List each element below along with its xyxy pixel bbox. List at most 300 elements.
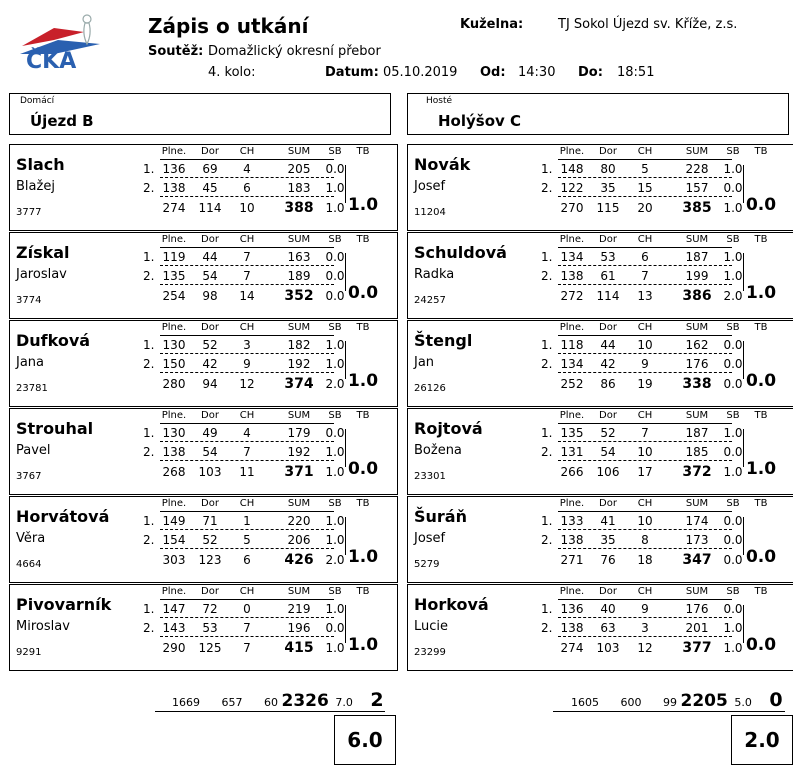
- header-rule: [160, 599, 334, 600]
- guest-total-sb: 5.0: [734, 696, 752, 709]
- col-header-tb: TB: [356, 322, 370, 333]
- row-divider: [160, 441, 334, 442]
- home-team-name: Újezd B: [30, 112, 94, 130]
- guest-cell-r1-plne: 118: [560, 338, 584, 352]
- guest-cell-r1-ch: 9: [641, 602, 649, 616]
- guest-total-ch: 99: [663, 696, 677, 709]
- row-number: 2.: [143, 533, 155, 547]
- row-number: 2.: [541, 445, 553, 459]
- svg-text:ČKA: ČKA: [26, 49, 77, 74]
- soutez-value: Domažlický okresní přebor: [208, 44, 381, 59]
- player-first-name: Radka: [414, 267, 455, 282]
- guest-result: 2.0: [731, 715, 793, 765]
- guest-cell-r1-dor: 52: [600, 426, 616, 440]
- row-number: 1.: [143, 426, 155, 440]
- guest-cell-r2-sb: 0.0: [723, 181, 743, 195]
- col-header-sum: SUM: [685, 586, 709, 597]
- home-cell-r2-ch: 5: [243, 533, 251, 547]
- col-header-ch: CH: [239, 410, 255, 421]
- player-first-name: Josef: [414, 179, 446, 194]
- home-cell-tot-dor: 94: [202, 377, 218, 391]
- row-number: 2.: [541, 621, 553, 635]
- guest-cell-r1-ch: 7: [641, 426, 649, 440]
- home-cell-r2-dor: 42: [202, 357, 218, 371]
- do-value: 18:51: [617, 65, 655, 80]
- row-number: 2.: [143, 445, 155, 459]
- guest-cell-r2-sum: 185: [685, 445, 709, 459]
- guest-cell-r2-ch: 7: [641, 269, 649, 283]
- player-id: 23299: [414, 647, 446, 658]
- player-first-name: Jan: [414, 355, 435, 370]
- row-divider: [558, 353, 732, 354]
- guest-team-box: [407, 93, 789, 135]
- col-header-plne: Plne.: [161, 498, 187, 509]
- col-header-sum: SUM: [287, 498, 311, 509]
- player-tb-points: 1.0: [347, 371, 379, 391]
- guest-role-label: Hosté: [426, 96, 453, 106]
- home-cell-r1-sum: 219: [287, 602, 311, 616]
- header-rule: [160, 247, 334, 248]
- col-header-sum: SUM: [685, 146, 709, 157]
- guest-cell-tot-sum: 386: [682, 288, 712, 304]
- home-cell-r2-sb: 1.0: [325, 357, 345, 371]
- home-team-box: [9, 93, 391, 135]
- col-header-sb: SB: [328, 498, 342, 509]
- row-number: 2.: [541, 181, 553, 195]
- home-cell-r1-dor: 44: [202, 250, 218, 264]
- row-divider: [160, 265, 334, 266]
- col-header-plne: Plne.: [161, 410, 187, 421]
- home-result: 6.0: [334, 715, 396, 765]
- guest-cell-tot-sum: 338: [682, 376, 712, 392]
- col-header-sum: SUM: [287, 322, 311, 333]
- player-first-name: Josef: [414, 531, 446, 546]
- col-header-tb: TB: [754, 234, 768, 245]
- guest-cell-r2-sum: 199: [685, 269, 709, 283]
- home-cell-r1-sum: 205: [287, 162, 311, 176]
- guest-cell-r1-ch: 10: [637, 514, 653, 528]
- guest-player-card: [407, 144, 793, 231]
- home-cell-r1-plne: 130: [162, 338, 186, 352]
- home-player-card: [9, 144, 398, 231]
- guest-cell-r2-ch: 10: [637, 445, 653, 459]
- guest-cell-tot-plne: 266: [560, 465, 584, 479]
- guest-total-plne: 1605: [571, 696, 599, 709]
- home-cell-tot-sum: 371: [284, 464, 314, 480]
- col-header-dor: Dor: [201, 146, 219, 157]
- home-cell-r2-plne: 154: [162, 533, 186, 547]
- guest-cell-tot-dor: 103: [596, 641, 620, 655]
- guest-cell-tot-sb: 2.0: [723, 289, 743, 303]
- home-cell-r2-ch: 7: [243, 445, 251, 459]
- col-header-ch: CH: [637, 322, 653, 333]
- home-cell-tot-ch: 10: [239, 201, 255, 215]
- header-rule: [558, 159, 732, 160]
- guest-player-card: [407, 408, 793, 495]
- row-divider: [558, 265, 732, 266]
- home-cell-r2-ch: 7: [243, 269, 251, 283]
- guest-player-card: [407, 496, 793, 583]
- col-header-plne: Plne.: [161, 146, 187, 157]
- col-header-ch: CH: [239, 146, 255, 157]
- home-cell-r1-plne: 147: [162, 602, 186, 616]
- col-header-sum: SUM: [287, 146, 311, 157]
- home-cell-r1-sb: 1.0: [325, 514, 345, 528]
- guest-cell-tot-plne: 270: [560, 201, 584, 215]
- home-cell-r1-sb: 1.0: [325, 338, 345, 352]
- home-cell-tot-plne: 274: [162, 201, 186, 215]
- player-tb-points: 1.0: [745, 459, 777, 479]
- col-header-sb: SB: [328, 586, 342, 597]
- row-divider: [558, 441, 732, 442]
- player-last-name: Šuráň: [414, 507, 467, 526]
- home-cell-r2-dor: 45: [202, 181, 218, 195]
- col-header-dor: Dor: [201, 410, 219, 421]
- guest-cell-r2-sb: 0.0: [723, 445, 743, 459]
- col-header-dor: Dor: [599, 234, 617, 245]
- row-divider: [160, 548, 334, 549]
- home-cell-r2-dor: 53: [202, 621, 218, 635]
- home-cell-r2-plne: 135: [162, 269, 186, 283]
- col-header-sum: SUM: [287, 410, 311, 421]
- player-tb-points: 1.0: [347, 547, 379, 567]
- guest-cell-r2-plne: 131: [560, 445, 584, 459]
- home-cell-r1-ch: 1: [243, 514, 251, 528]
- row-divider: [160, 177, 334, 178]
- home-cell-tot-plne: 268: [162, 465, 186, 479]
- col-header-sum: SUM: [685, 322, 709, 333]
- col-header-ch: CH: [239, 498, 255, 509]
- home-player-card: [9, 408, 398, 495]
- row-number: 1.: [143, 162, 155, 176]
- col-header-plne: Plne.: [559, 146, 585, 157]
- kuzelna-value: TJ Sokol Újezd sv. Kříže, z.s.: [558, 17, 738, 32]
- guest-cell-tot-sb: 1.0: [723, 201, 743, 215]
- datum-label: Datum:: [325, 65, 379, 80]
- player-last-name: Štengl: [414, 331, 473, 350]
- home-cell-r2-sb: 1.0: [325, 445, 345, 459]
- player-tb-points: 1.0: [347, 635, 379, 655]
- home-cell-r2-ch: 6: [243, 181, 251, 195]
- row-divider: [160, 284, 334, 285]
- guest-cell-tot-dor: 86: [600, 377, 616, 391]
- col-header-sb: SB: [726, 322, 740, 333]
- guest-cell-tot-plne: 271: [560, 553, 584, 567]
- col-header-sb: SB: [328, 410, 342, 421]
- home-total-dor: 657: [221, 696, 243, 709]
- guest-cell-tot-sb: 1.0: [723, 641, 743, 655]
- home-total-tb: 2: [370, 689, 384, 711]
- player-first-name: Jana: [16, 355, 45, 370]
- row-number: 2.: [143, 357, 155, 371]
- home-cell-tot-ch: 7: [243, 641, 251, 655]
- guest-cell-tot-ch: 12: [637, 641, 653, 655]
- guest-cell-tot-plne: 272: [560, 289, 584, 303]
- player-last-name: Získal: [16, 243, 70, 262]
- guest-cell-r1-plne: 148: [560, 162, 584, 176]
- home-cell-r1-sb: 0.0: [325, 426, 345, 440]
- home-cell-r2-sum: 189: [287, 269, 311, 283]
- guest-cell-r2-ch: 15: [637, 181, 653, 195]
- guest-cell-tot-sb: 0.0: [723, 377, 743, 391]
- col-header-sb: SB: [726, 146, 740, 157]
- home-cell-tot-dor: 103: [198, 465, 222, 479]
- row-divider: [160, 636, 334, 637]
- guest-cell-r2-ch: 9: [641, 357, 649, 371]
- col-header-tb: TB: [754, 410, 768, 421]
- guest-cell-r1-sb: 0.0: [723, 514, 743, 528]
- player-id: 4664: [16, 559, 42, 570]
- home-cell-tot-sb: 2.0: [325, 553, 345, 567]
- col-header-tb: TB: [754, 498, 768, 509]
- header-rule: [160, 511, 334, 512]
- home-cell-r2-plne: 150: [162, 357, 186, 371]
- home-cell-r1-plne: 136: [162, 162, 186, 176]
- home-cell-r2-sum: 183: [287, 181, 311, 195]
- header-rule: [558, 335, 732, 336]
- header-rule: [558, 511, 732, 512]
- home-cell-tot-ch: 11: [239, 465, 255, 479]
- row-number: 1.: [541, 514, 553, 528]
- home-cell-r1-ch: 4: [243, 426, 251, 440]
- header-rule: [160, 335, 334, 336]
- col-header-sb: SB: [328, 146, 342, 157]
- row-divider: [558, 284, 732, 285]
- player-tb-points: 0.0: [745, 635, 777, 655]
- col-header-plne: Plne.: [559, 586, 585, 597]
- col-header-sum: SUM: [685, 234, 709, 245]
- guest-cell-r2-sum: 176: [685, 357, 709, 371]
- guest-totals-line: [553, 711, 785, 712]
- player-first-name: Jaroslav: [16, 267, 67, 282]
- player-id: 5279: [414, 559, 440, 570]
- player-last-name: Dufková: [16, 331, 91, 350]
- home-cell-r2-dor: 52: [202, 533, 218, 547]
- home-cell-tot-plne: 280: [162, 377, 186, 391]
- guest-cell-r1-dor: 44: [600, 338, 616, 352]
- row-divider: [160, 460, 334, 461]
- home-cell-r2-sum: 196: [287, 621, 311, 635]
- player-id: 24257: [414, 295, 446, 306]
- row-number: 2.: [143, 269, 155, 283]
- row-divider: [160, 353, 334, 354]
- col-header-tb: TB: [754, 322, 768, 333]
- guest-cell-r1-plne: 133: [560, 514, 584, 528]
- home-cell-r2-plne: 143: [162, 621, 186, 635]
- col-header-dor: Dor: [201, 498, 219, 509]
- cka-logo: [14, 10, 106, 74]
- guest-cell-r2-plne: 134: [560, 357, 584, 371]
- home-cell-r1-dor: 49: [202, 426, 218, 440]
- home-cell-r2-dor: 54: [202, 269, 218, 283]
- home-cell-r1-dor: 69: [202, 162, 218, 176]
- home-total-ch: 60: [264, 696, 278, 709]
- row-number: 1.: [541, 602, 553, 616]
- guest-cell-tot-ch: 20: [637, 201, 653, 215]
- col-header-sb: SB: [726, 410, 740, 421]
- home-cell-r1-sb: 0.0: [325, 162, 345, 176]
- col-header-tb: TB: [356, 146, 370, 157]
- col-header-plne: Plne.: [559, 498, 585, 509]
- player-id: 23301: [414, 471, 446, 482]
- home-cell-r2-sum: 206: [287, 533, 311, 547]
- col-header-sum: SUM: [287, 586, 311, 597]
- guest-cell-r1-dor: 53: [600, 250, 616, 264]
- row-divider: [558, 177, 732, 178]
- guest-cell-r2-plne: 122: [560, 181, 584, 195]
- guest-cell-tot-sum: 372: [682, 464, 712, 480]
- col-header-plne: Plne.: [559, 322, 585, 333]
- home-cell-tot-sum: 352: [284, 288, 314, 304]
- guest-cell-r2-dor: 63: [600, 621, 616, 635]
- col-header-sum: SUM: [685, 498, 709, 509]
- col-header-ch: CH: [239, 234, 255, 245]
- row-number: 1.: [541, 426, 553, 440]
- home-cell-r1-sb: 0.0: [325, 250, 345, 264]
- guest-cell-r1-sb: 0.0: [723, 338, 743, 352]
- home-cell-tot-dor: 123: [198, 553, 222, 567]
- guest-cell-tot-plne: 252: [560, 377, 584, 391]
- player-first-name: Miroslav: [16, 619, 70, 634]
- home-cell-r2-sum: 192: [287, 445, 311, 459]
- row-number: 1.: [541, 162, 553, 176]
- col-header-tb: TB: [754, 146, 768, 157]
- row-number: 1.: [143, 602, 155, 616]
- row-number: 1.: [541, 250, 553, 264]
- home-cell-r2-ch: 7: [243, 621, 251, 635]
- home-player-card: [9, 320, 398, 407]
- player-id: 11204: [414, 207, 446, 218]
- guest-cell-r1-ch: 10: [637, 338, 653, 352]
- header-rule: [160, 423, 334, 424]
- guest-cell-tot-ch: 17: [637, 465, 653, 479]
- col-header-sb: SB: [726, 498, 740, 509]
- player-first-name: Lucie: [414, 619, 449, 634]
- row-number: 1.: [143, 338, 155, 352]
- player-last-name: Rojtová: [414, 419, 483, 438]
- guest-cell-tot-dor: 114: [596, 289, 620, 303]
- guest-cell-r1-ch: 6: [641, 250, 649, 264]
- guest-cell-r1-sb: 1.0: [723, 162, 743, 176]
- player-tb-points: 0.0: [745, 371, 777, 391]
- col-header-ch: CH: [239, 586, 255, 597]
- col-header-dor: Dor: [599, 410, 617, 421]
- home-cell-r1-sum: 163: [287, 250, 311, 264]
- home-player-card: [9, 584, 398, 671]
- home-cell-r1-ch: 4: [243, 162, 251, 176]
- guest-cell-tot-sb: 0.0: [723, 553, 743, 567]
- row-divider: [558, 617, 732, 618]
- home-cell-r1-plne: 119: [162, 250, 186, 264]
- home-cell-tot-sb: 1.0: [325, 641, 345, 655]
- home-cell-r2-dor: 54: [202, 445, 218, 459]
- guest-player-card: [407, 320, 793, 407]
- guest-cell-r1-ch: 5: [641, 162, 649, 176]
- guest-team-name: Holýšov C: [438, 112, 522, 130]
- col-header-dor: Dor: [599, 322, 617, 333]
- col-header-sum: SUM: [287, 234, 311, 245]
- col-header-sb: SB: [726, 234, 740, 245]
- col-header-dor: Dor: [599, 586, 617, 597]
- player-tb-points: 1.0: [745, 283, 777, 303]
- row-divider: [160, 617, 334, 618]
- player-tb-points: 0.0: [745, 195, 777, 215]
- guest-cell-tot-sum: 385: [682, 200, 712, 216]
- guest-totals: [571, 689, 783, 711]
- home-cell-r2-sb: 0.0: [325, 621, 345, 635]
- player-first-name: Pavel: [16, 443, 51, 458]
- row-divider: [558, 636, 732, 637]
- row-number: 2.: [541, 269, 553, 283]
- home-cell-tot-plne: 254: [162, 289, 186, 303]
- guest-cell-r1-dor: 40: [600, 602, 616, 616]
- player-tb-points: 1.0: [347, 195, 379, 215]
- od-value: 14:30: [518, 65, 556, 80]
- home-cell-tot-sum: 388: [284, 200, 314, 216]
- player-last-name: Schuldová: [414, 243, 507, 262]
- guest-cell-r1-dor: 80: [600, 162, 616, 176]
- home-cell-r2-sb: 0.0: [325, 269, 345, 283]
- guest-cell-r1-sb: 1.0: [723, 250, 743, 264]
- guest-cell-r2-sum: 157: [685, 181, 709, 195]
- col-header-tb: TB: [356, 498, 370, 509]
- guest-cell-tot-dor: 76: [600, 553, 616, 567]
- player-id: 9291: [16, 647, 42, 658]
- col-header-plne: Plne.: [161, 586, 187, 597]
- guest-cell-r2-sb: 1.0: [723, 269, 743, 283]
- home-total-sum: 2326: [281, 691, 329, 711]
- guest-cell-r1-sb: 0.0: [723, 602, 743, 616]
- home-cell-tot-sb: 1.0: [325, 201, 345, 215]
- guest-cell-tot-ch: 13: [637, 289, 653, 303]
- row-divider: [160, 529, 334, 530]
- home-cell-r1-ch: 7: [243, 250, 251, 264]
- do-label: Do:: [578, 65, 603, 80]
- guest-cell-r2-sb: 0.0: [723, 533, 743, 547]
- guest-cell-r2-sum: 173: [685, 533, 709, 547]
- col-header-ch: CH: [637, 146, 653, 157]
- home-cell-tot-ch: 12: [239, 377, 255, 391]
- player-last-name: Slach: [16, 155, 65, 174]
- guest-cell-tot-ch: 19: [637, 377, 653, 391]
- col-header-ch: CH: [637, 586, 653, 597]
- player-tb-points: 0.0: [347, 283, 379, 303]
- soutez-label: Soutěž:: [148, 44, 204, 59]
- cka-logo-icon: [14, 10, 106, 74]
- guest-cell-r2-dor: 35: [600, 533, 616, 547]
- home-cell-tot-sb: 0.0: [325, 289, 345, 303]
- guest-total-tb: 0: [769, 689, 783, 711]
- col-header-dor: Dor: [599, 146, 617, 157]
- player-first-name: Blažej: [16, 179, 55, 194]
- row-divider: [558, 196, 732, 197]
- guest-cell-r2-ch: 3: [641, 621, 649, 635]
- home-cell-r1-sum: 182: [287, 338, 311, 352]
- guest-cell-r1-sum: 162: [685, 338, 709, 352]
- row-number: 1.: [541, 338, 553, 352]
- col-header-sb: SB: [328, 322, 342, 333]
- guest-cell-r1-plne: 134: [560, 250, 584, 264]
- home-player-card: [9, 232, 398, 319]
- home-cell-tot-sb: 1.0: [325, 465, 345, 479]
- col-header-plne: Plne.: [559, 234, 585, 245]
- guest-cell-tot-sb: 1.0: [723, 465, 743, 479]
- home-cell-r1-dor: 72: [202, 602, 218, 616]
- row-number: 2.: [143, 181, 155, 195]
- header-rule: [160, 159, 334, 160]
- home-cell-r1-ch: 0: [243, 602, 251, 616]
- guest-cell-r2-dor: 35: [600, 181, 616, 195]
